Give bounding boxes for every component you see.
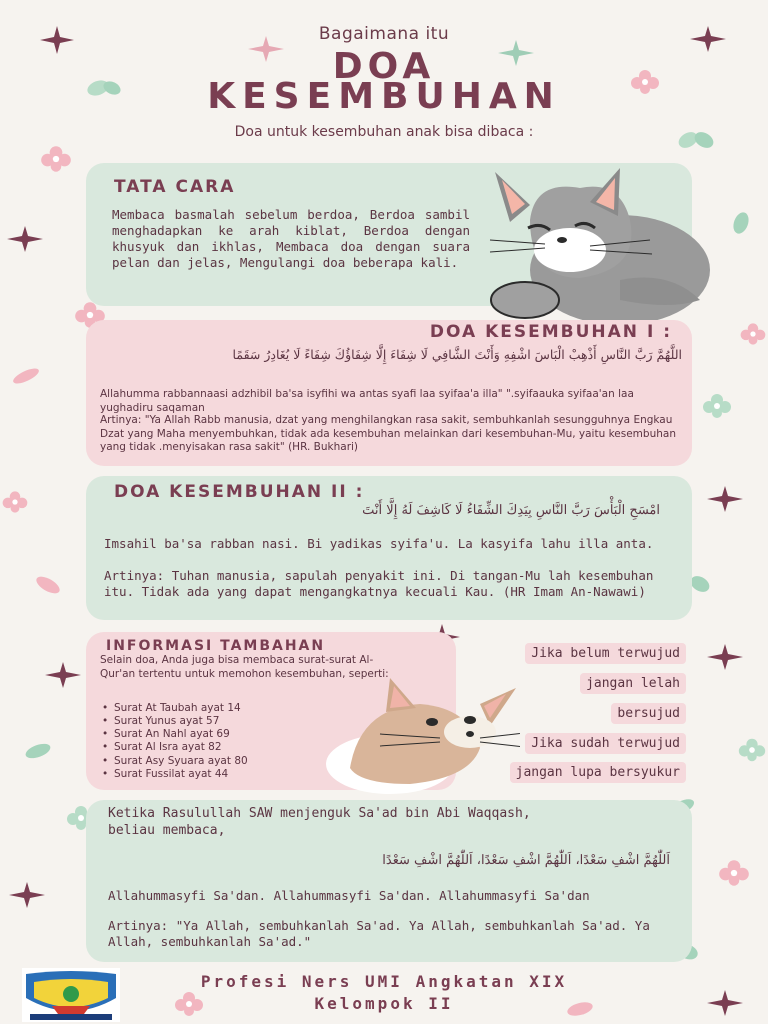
pill-jika-belum-terwujud: Jika belum terwujud bbox=[525, 643, 686, 664]
pill-bersujud: bersujud bbox=[611, 703, 686, 724]
brown-cat-illustration bbox=[320, 668, 520, 800]
tata-cara-title: TATA CARA bbox=[114, 177, 236, 197]
pill-jangan-lupa-bersyukur: jangan lupa bersyukur bbox=[510, 762, 686, 783]
doa-2-title: DOA KESEMBUHAN II : bbox=[114, 482, 365, 502]
leaf-icon bbox=[32, 574, 64, 596]
tata-cara-text: Membaca basmalah sebelum berdoa, Berdoa sambil menghadapkan ke arah kiblat, Berdoa dengan khusyuk dan ikhlas, Membaca doa dengan suara pelan dan jelas, Mengulangi doa beberapa kali. bbox=[112, 207, 470, 270]
flower-icon bbox=[716, 860, 752, 886]
sparkle-icon bbox=[44, 662, 82, 688]
flower-icon bbox=[736, 738, 768, 762]
list-item: • Surat Asy Syuara ayat 80 bbox=[100, 755, 360, 768]
doa-1-card bbox=[86, 320, 692, 466]
saad-arabic: اَللّٰهُمَّ اشْفِ سَعْدًا، اَللّٰهُمَّ اشْفِ سَعْدًا، اَللّٰهُمَّ اشْفِ سَعْدًا bbox=[382, 853, 670, 868]
doa-1-latin: Allahumma rabbannaasi adzhibil ba'sa isyfihi wa antas syafi laa syifaa'a illa" ".syifaauka syifaa'an laa yughadiru saqaman bbox=[100, 388, 634, 414]
list-item: • Surat An Nahl ayat 69 bbox=[100, 728, 360, 741]
list-item: • Surat Yunus ayat 57 bbox=[100, 715, 360, 728]
doa-2-latin: Imsahil ba'sa rabban nasi. Bi yadikas syifa'u. La kasyifa lahu illa anta. bbox=[104, 536, 654, 551]
saad-translation: Artinya: "Ya Allah, sembuhkanlah Sa'ad. Ya Allah, sembuhkanlah Sa'ad. Ya Allah, sembuhkanlah Sa'ad." bbox=[108, 918, 650, 949]
doa-1-translation: Artinya: "Ya Allah Rabb manusia, dzat yang menghilangkan rasa sakit, sembuhkanlah sesungguhnya Engkau Dzat yang Maha menyembuhkan, tidak ada kesembuhan melainkan dari kesembuhan-Mu, yaitu kesembuhan yang tidak .menyisakan rasa sakit" (HR. Bukhari) bbox=[100, 414, 676, 454]
saad-intro: Ketika Rasulullah SAW menjenguk Sa'ad bin Abi Waqqash, beliau membaca, bbox=[108, 806, 531, 838]
flower-icon bbox=[700, 394, 734, 418]
sparkle-icon bbox=[706, 486, 744, 512]
flower-icon bbox=[0, 490, 30, 514]
pill-jika-sudah-terwujud: Jika sudah terwujud bbox=[525, 733, 686, 754]
saad-card bbox=[86, 800, 692, 962]
sparkle-icon bbox=[8, 882, 46, 908]
list-item: • Surat Al Isra ayat 82 bbox=[100, 741, 360, 754]
info-title: INFORMASI TAMBAHAN bbox=[106, 638, 326, 654]
page-title-line2: KESEMBUHAN bbox=[207, 76, 561, 117]
info-text: Selain doa, Anda juga bisa membaca surat-surat Al-Qur'an tertentu untuk memohon kesembuhan, seperti: bbox=[100, 654, 389, 680]
doa-1-title: DOA KESEMBUHAN I : bbox=[429, 322, 672, 342]
leaf-icon bbox=[10, 366, 42, 386]
page-title-line1: DOA bbox=[332, 46, 436, 87]
footer-line1: Profesi Ners UMI Angkatan XIX bbox=[200, 972, 568, 991]
doa-1-arabic: اللَّهُمَّ رَبَّ النَّاسِ أَذْهِبْ الْبَاسَ اشْفِهِ وَأَنْتَ الشَّافِي لَا شِفَاءَ إِلَّا شِفَاؤُكَ شِفَاءً لَا يُغَادِرُ سَقَمًا bbox=[232, 347, 682, 362]
leaf-icon bbox=[22, 740, 54, 762]
header-subtitle: Bagaimana itu bbox=[318, 24, 450, 44]
list-item: • Surat Fussilat ayat 44 bbox=[100, 768, 360, 781]
sparkle-icon bbox=[6, 226, 44, 252]
footer-line2: Kelompok II bbox=[314, 994, 454, 1013]
intro-text: Doa untuk kesembuhan anak bisa dibaca : bbox=[234, 124, 534, 140]
doa-2-arabic: امْسَحِ الْبَأْسَ رَبَّ النَّاسِ بِيَدِكَ الشِّفَاءُ لَا كَاشِفَ لَهُ إِلَّا أَنْتَ bbox=[362, 503, 660, 518]
sparkle-icon bbox=[706, 644, 744, 670]
doa-2-card bbox=[86, 476, 692, 620]
pill-jangan-lelah: jangan lelah bbox=[580, 673, 686, 694]
grey-cat-illustration bbox=[470, 160, 720, 334]
saad-latin: Allahummasyfi Sa'dan. Allahummasyfi Sa'dan. Allahummasyfi Sa'dan bbox=[108, 888, 590, 903]
flower-icon bbox=[738, 322, 768, 346]
doa-2-translation: Artinya: Tuhan manusia, sapulah penyakit ini. Di tangan-Mu lah kesembuhan itu. Tidak ada yang dapat mengangkatnya kecuali Kau. (HR Imam An-Nawawi) bbox=[104, 568, 654, 599]
flower-icon bbox=[38, 146, 74, 172]
leaf-icon bbox=[730, 210, 752, 236]
list-item: • Surat At Taubah ayat 14 bbox=[100, 702, 360, 715]
